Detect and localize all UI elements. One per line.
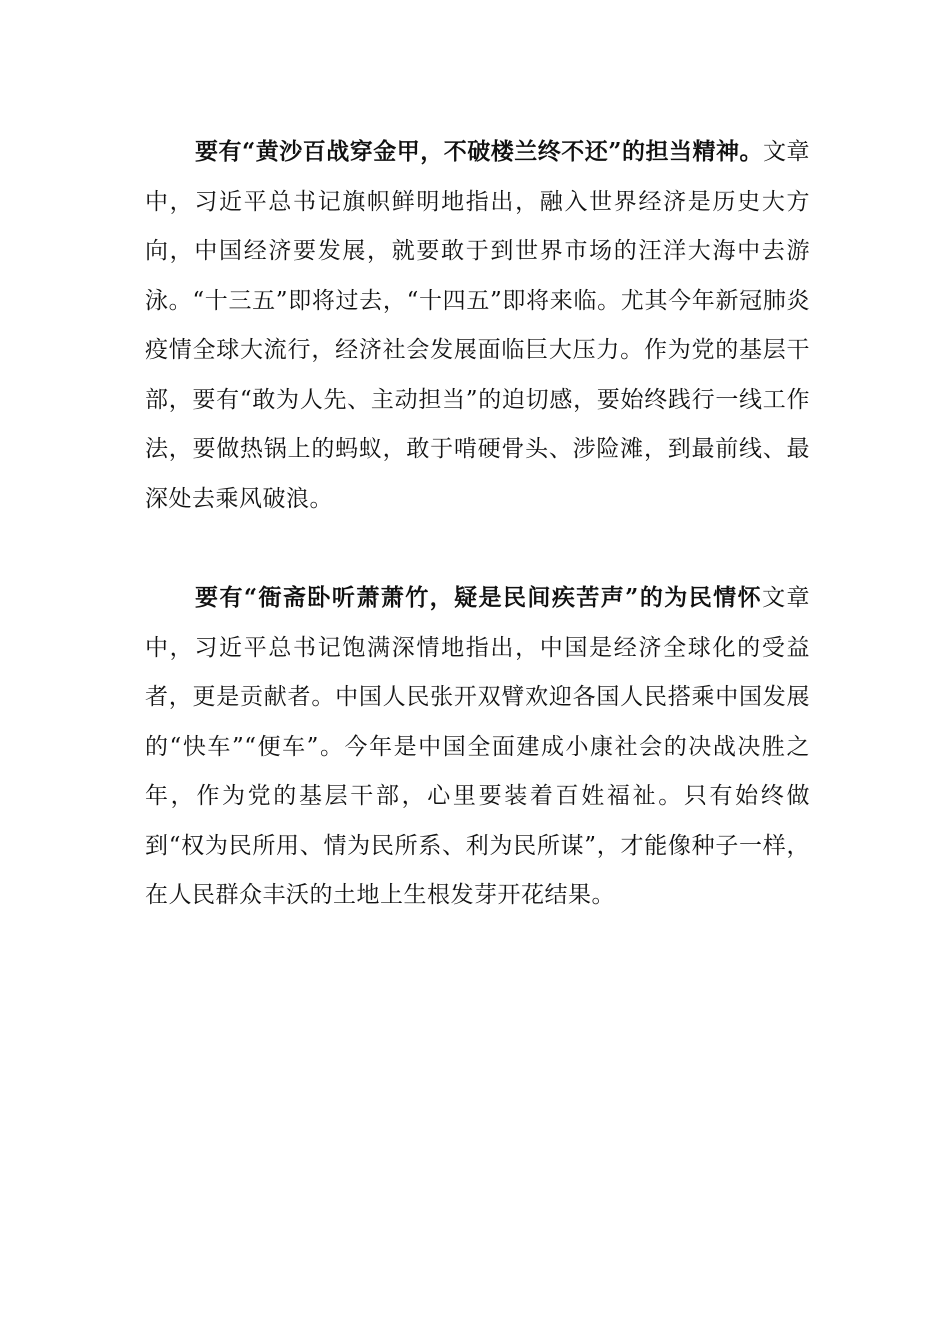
- document-page: [145, 127, 810, 921]
- paragraph-lead-heading: 要有“衙斋卧听萧萧竹，疑是民间疾苦声”的为民情怀: [195, 584, 763, 611]
- paragraph-lead-heading: 要有“黄沙百战穿金甲，不破楼兰终不还”的担当精神。: [195, 138, 763, 165]
- paragraph-body-text: 文章中，习近平总书记旗帜鲜明地指出，融入世界经济是历史大方向，中国经济要发展，就要敢于到世界市场的汪洋大海中去游泳。“十三五”即将过去，“十四五”即将来临。尤其今年新冠肺炎疫情全球大流行，经济社会发展面临巨大压力。作为党的基层干部，要有“敢为人先、主动担当”的迫切感，要始终践行一线工作法，要做热锅上的蚂蚁，敢于啃硬骨头、涉险滩，到最前线、最深处去乘风破浪。: [145, 139, 811, 512]
- paragraph-people-first: [145, 573, 810, 921]
- paragraph-responsibility: [145, 127, 810, 524]
- paragraph-body-text: 文章中，习近平总书记饱满深情地指出，中国是经济全球化的受益者，更是贡献者。中国人民张开双臂欢迎各国人民搭乘中国发展的“快车”“便车”。今年是中国全面建成小康社会的决战决胜之年，作为党的基层干部，心里要装着百姓福祉。只有始终做到“权为民所用、情为民所系、利为民所谋”，才能像种子一样，在人民群众丰沃的土地上生根发芽开花结果。: [145, 585, 811, 908]
